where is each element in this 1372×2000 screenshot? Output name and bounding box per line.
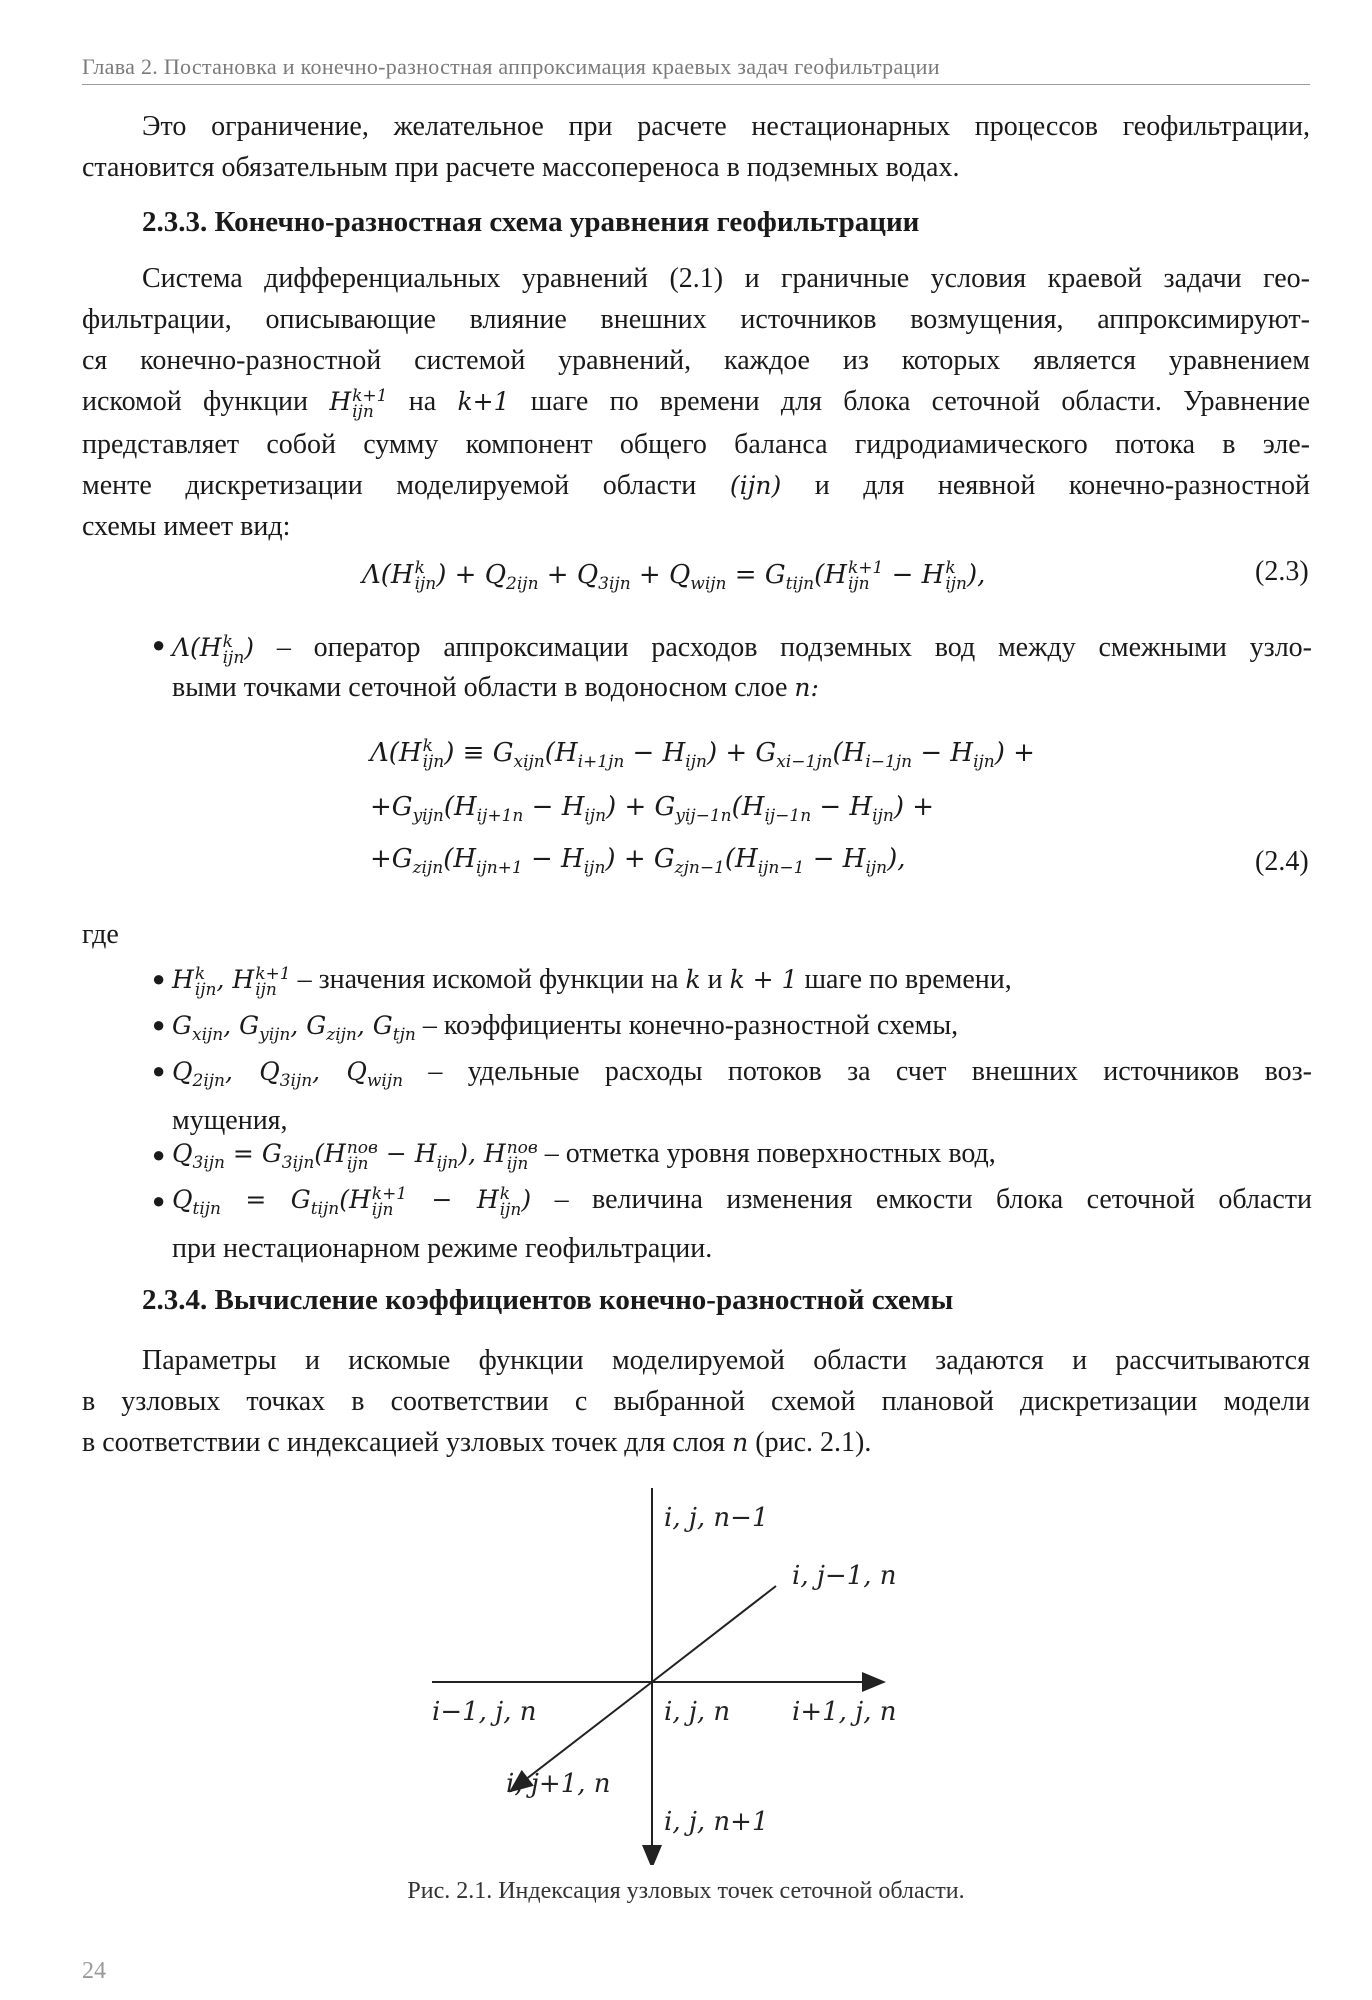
paragraph-line: представляет собой сумму компонент общего баланса гидродиамического потока в эле- (82, 429, 1310, 460)
paragraph-fragment: менте дискретизации моделируемой области (82, 470, 697, 501)
bullet-item (172, 628, 1312, 708)
formula-k-plus-1: k+1 (457, 387, 510, 416)
definition-item (172, 1180, 1312, 1269)
paragraph-line (82, 381, 1310, 422)
figure-caption: Рис. 2.1. Индексация узловых точек сеточной области. (407, 1878, 965, 1904)
definition-item (172, 1052, 1312, 1141)
formula-n: n (732, 1428, 749, 1457)
where-label: где (82, 919, 119, 950)
definition-text: – величина изменения емкости блока сеточной области (554, 1184, 1313, 1215)
paragraph-line: схемы имеет вид: (82, 511, 291, 542)
paragraph-line: Параметры и искомые функции моделируемой области задаются и рассчитываются (142, 1345, 1310, 1376)
definition-text: – коэффициенты конечно-разностной схемы, (422, 1010, 959, 1041)
definition-text: – отметка уровня поверхностных вод, (544, 1138, 996, 1169)
paragraph-line (82, 1422, 1310, 1463)
formula-k: k (685, 965, 701, 994)
paragraph-fragment: искомой функции (82, 386, 309, 417)
node-label-left: i−1, j, n (432, 1697, 537, 1727)
definition-text: и (707, 964, 723, 995)
bullet-text: выми точками сеточной области в водоносном слое (172, 672, 788, 703)
axis-diagonal-upper (652, 1586, 776, 1682)
formula-H-k1: H k+1 ijn (329, 385, 388, 422)
paragraph-line: Система дифференциальных уравнений (2.1) и граничные условия краевой задачи гео- (142, 263, 1310, 294)
paragraph-line: в узловых точках в соответствии с выбранной схемой плановой дискретизации модели (82, 1386, 1310, 1417)
paragraph-line: фильтрации, описывающие влияние внешних источников возмущения, аппроксимируют- (82, 304, 1310, 335)
definition-text: шаге по времени, (804, 964, 1012, 995)
bullet-marker: ● (152, 966, 166, 991)
paragraph-fragment: шаге по времени для блока сеточной области. Уравнение (530, 386, 1311, 417)
intro-line-2: становится обязательным при расчете массопереноса в подземных водах. (82, 152, 960, 183)
formula-n: n: (794, 673, 819, 702)
definition-text: при нестационарном режиме геофильтрации. (172, 1233, 713, 1264)
running-head: Глава 2. Постановка и конечно-разностная аппроксимация краевых задач геофильтрации (82, 54, 940, 79)
bullet-marker: ● (152, 632, 166, 657)
node-label-center: i, j, n (664, 1697, 731, 1727)
page-number: 24 (82, 1958, 106, 1984)
equation-number: (2.4) (1255, 846, 1309, 877)
formula-k-plus-1: k + 1 (729, 965, 798, 994)
formula-Q3: $Q_{3ijn} = G_{3ijn}(H$ пов ijn − $H_{ijn}$), H пов ijn (172, 1137, 538, 1174)
paragraph-fragment: на (408, 386, 437, 417)
formula-ijn: (ijn) (729, 471, 782, 500)
equation-2-4-line-3: $+G_{zijn}(H_{ijn+1} - H_{ijn}) + G_{zjn-1}(H_{ijn-1} - H_{ijn})$, (370, 844, 906, 879)
equation-2-4-line-1: Λ(H k ijn ) ≡ $G_{xijn}(H_{i+1jn} - H_{ijn}) + G_{xi-1jn}(H_{i-1jn} - H_{ijn})$ + (370, 736, 1035, 773)
paragraph-fragment: в соответствии с индексацией узловых точек для слоя (82, 1427, 726, 1458)
bullet-marker: ● (152, 1188, 166, 1213)
formula-Q-flows: $Q_{2ijn}$, $Q_{3ijn}$, $Q_{wijn}$ (172, 1057, 404, 1091)
section-title-2-3-3: 2.3.3. Конечно-разностная схема уравнения геофильтрации (142, 206, 920, 238)
equation-number: (2.3) (1255, 556, 1309, 587)
node-label-top: i, j, n−1 (664, 1503, 769, 1533)
definition-item (172, 1134, 1312, 1183)
formula-Qt: $Q_{tijn} = G_{tijn}(H$ k+1 ijn − H k ijn ) (172, 1183, 532, 1220)
definition-text: – значения искомой функции на (297, 964, 679, 995)
paragraph-fragment: (рис. 2.1). (755, 1427, 872, 1458)
bullet-marker: ● (152, 1058, 166, 1083)
formula-H-k-k1: H k ijn , H k+1 ijn (172, 963, 291, 1000)
equation-2-4-line-2: $+G_{yijn}(H_{ij+1n} - H_{ijn}) + G_{yij-1n}(H_{ij-1n} - H_{ijn})$ + (370, 792, 935, 827)
formula-lambda: Λ(H k ijn ) (172, 631, 255, 668)
bullet-marker: ● (152, 1012, 166, 1037)
bullet-text: – оператор аппроксимации расходов подземных вод между смежными узло- (276, 632, 1312, 663)
bullet-marker: ● (152, 1142, 166, 1167)
node-label-upper-right: i, j−1, n (792, 1561, 897, 1591)
definition-item (172, 960, 1312, 1000)
paragraph-fragment: и для неявной конечно-разностной (814, 470, 1311, 501)
paragraph-line: ся конечно-разностной системой уравнений, каждое из которых является уравнением (82, 345, 1310, 376)
figure-2-1 (0, 1480, 1372, 1865)
definition-item (172, 1006, 1312, 1055)
definition-text: мущения, (172, 1105, 288, 1136)
node-label-bottom: i, j, n+1 (664, 1807, 769, 1837)
node-label-right: i+1, j, n (792, 1697, 897, 1727)
paragraph-line (82, 465, 1310, 506)
header-rule (82, 84, 1310, 85)
intro-line-1: Это ограничение, желательное при расчете нестационарных процессов геофильтрации, (142, 111, 1310, 142)
section-title-2-3-4: 2.3.4. Вычисление коэффициентов конечно-разностной схемы (142, 1284, 954, 1316)
equation-2-3: Λ(H k ijn ) + $Q_{2ijn} + Q_{3ijn} + Q_{wijn} = G_{tijn}(H$ k+1 ijn − H k ijn ), (362, 558, 986, 595)
definition-text: – удельные расходы потоков за счет внешних источников воз- (428, 1056, 1313, 1087)
node-label-lower-left: i, j+1, n (506, 1769, 611, 1799)
formula-G-coeffs: $G_{xijn}$, $G_{yijn}$, $G_{zijn}$, $G_{tjn}$ (172, 1011, 416, 1045)
